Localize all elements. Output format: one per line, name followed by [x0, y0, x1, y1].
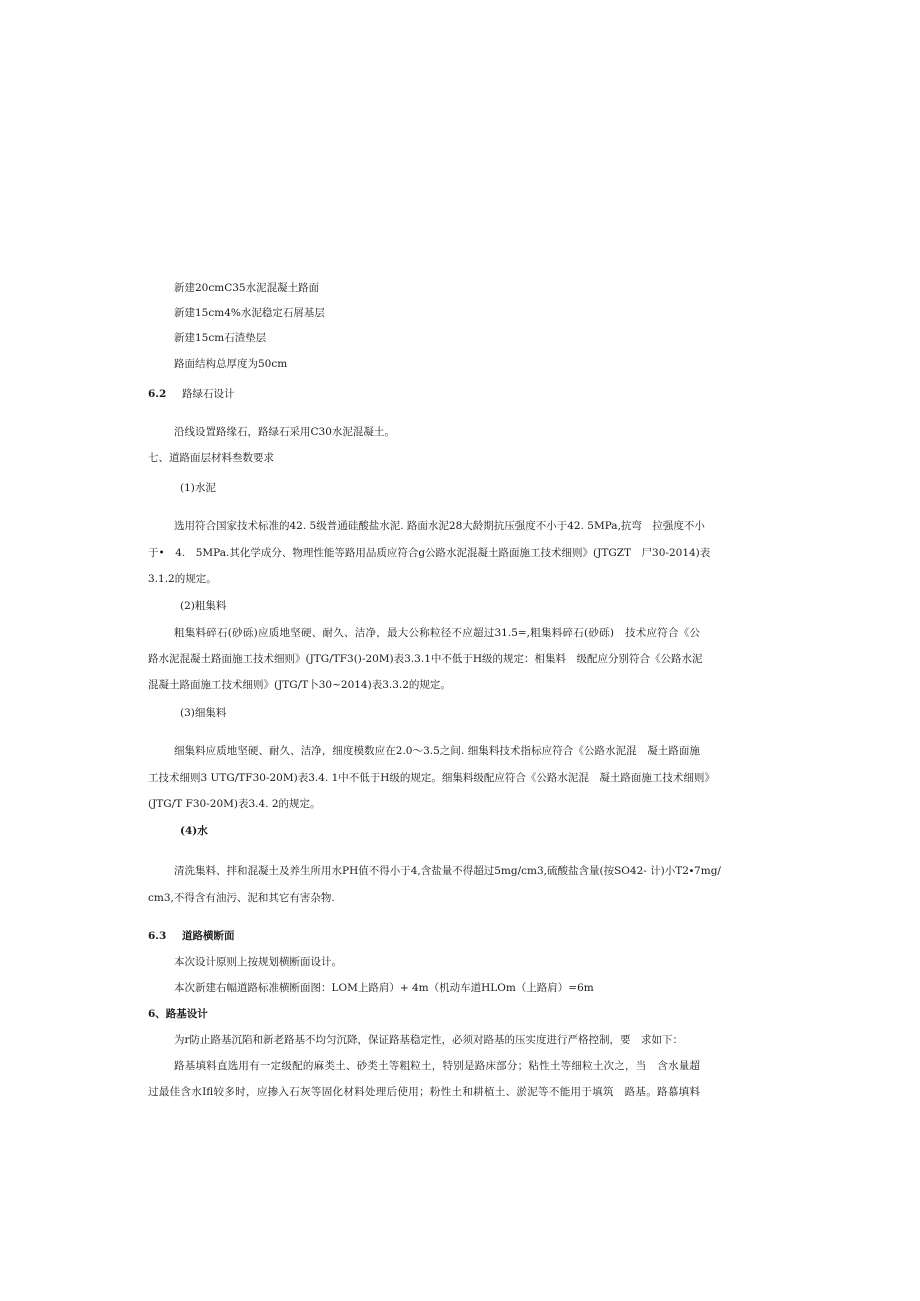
curb-text: 沿线设置路缘石，路绿石采用C30水泥混凝土。 [174, 426, 395, 438]
coarse-para-line-3: 混凝土路面施工技术细则》(JTG/T卜30~2014)表3.3.2的规定。 [148, 679, 451, 691]
water-para-line-1: 清洗集料、拌和混凝土及养生所用水PH值不得小于4,含盐量不得超过5mg∕cm3,硫酸盐含量(按SO42- 计)小T2∙7mg∕ [174, 865, 721, 877]
cement-para-line-1: 选用符合国家技术标准的42. 5级普通硅酸盐水泥. 路面水泥28大龄期抗压强度不小于42. 5MPa,抗弯 拉强度不小 [174, 520, 705, 532]
coarse-aggregate-heading: (2)粗集料 [180, 600, 227, 612]
coarse-para-line-1: 粗集料碎石(砂砾)应质地坚硬、耐久、洁净，最大公称粒径不应超过31.5=,粗集料碎石(砂砾) 技术应符合《公 [174, 627, 700, 639]
cement-para-line-2: 于• 4. 5MPa.其化学成分、物理性能等路用品质应符合g公路水泥混凝土路面施工技术细则》(JTGZT 尸30-2014)表 [148, 547, 711, 559]
section-6-3-heading [148, 929, 235, 943]
fine-para-line-3: (JTG/T F30-20M)表3.4. 2的规定。 [148, 798, 321, 810]
water-para-line-2: cm3,不得含有油污、泥和其它有害杂物. [148, 892, 335, 904]
section-title: 道路横断面 [182, 930, 235, 942]
subgrade-heading: 6、路基设计 [148, 1008, 208, 1020]
subgrade-para-line-1: 为r防止路基沉陷和新老路基不均匀沉降，保证路基稳定性，必须对路基的压实度进行严格控制，要 求如下： [174, 1034, 684, 1046]
cross-section-line-1: 本次设计原则上按规划横断面设计。 [174, 956, 342, 968]
pavement-layer-3: 新建15cm石渣垫层 [174, 332, 267, 344]
section-title: 路绿石设计 [182, 388, 235, 400]
section-7-heading: 七、道路面层材料叁数要求 [148, 452, 274, 464]
coarse-para-line-2: 路水泥混凝土路面施工技术细则》(JTG/TF3()-20M)表3.3.1中不低于H级的规定：相集料 级配应分别符合《公路水泥 [148, 653, 703, 665]
section-6-2-heading [148, 387, 235, 401]
subgrade-para-line-3: 过最佳含水Ifl较多时，应掺入石灰等固化材料处理后使用；粉性土和耕植土、淤泥等不能用于填筑 路基。路慕填料 [148, 1086, 700, 1098]
pavement-layer-1: 新建20cmC35水泥混凝土路面 [174, 282, 320, 294]
subgrade-para-line-2: 路基填料直选用有一定级配的麻类土、砂类土等粗粒土，特别是路床部分；粘性土等细粒土次之，当 含水量超 [174, 1060, 700, 1072]
fine-aggregate-heading: (3)细集料 [180, 707, 227, 719]
pavement-layer-2: 新建15cm4%水泥稳定石屑基层 [174, 307, 325, 319]
cross-section-line-2: 本次新建右幅道路标准横断面图：LOM上路肩）+ 4m（机动车道HLOm（上路肩）=6m [174, 982, 594, 994]
cement-para-line-3: 3.1.2的规定。 [148, 573, 217, 585]
section-number: 6.3 [148, 930, 167, 942]
cement-heading: (1)水泥 [180, 482, 216, 494]
pavement-total-thickness: 路面结构总厚度为50cm [174, 358, 288, 370]
water-heading: (4)水 [180, 825, 208, 837]
section-number: 6.2 [148, 388, 167, 400]
fine-para-line-1: 细集料应质地坚硬、耐久、洁净，细度模数应在2.0～3.5之间. 细集料技术指标应符合《公路水泥混 凝土路面施 [174, 745, 700, 757]
fine-para-line-2: 工技术细则3 UTG/TF30-20M)表3.4. 1中不低于H级的规定。细集料级配应符合《公路水泥混 凝土路面施工技术细则》 [148, 772, 715, 784]
